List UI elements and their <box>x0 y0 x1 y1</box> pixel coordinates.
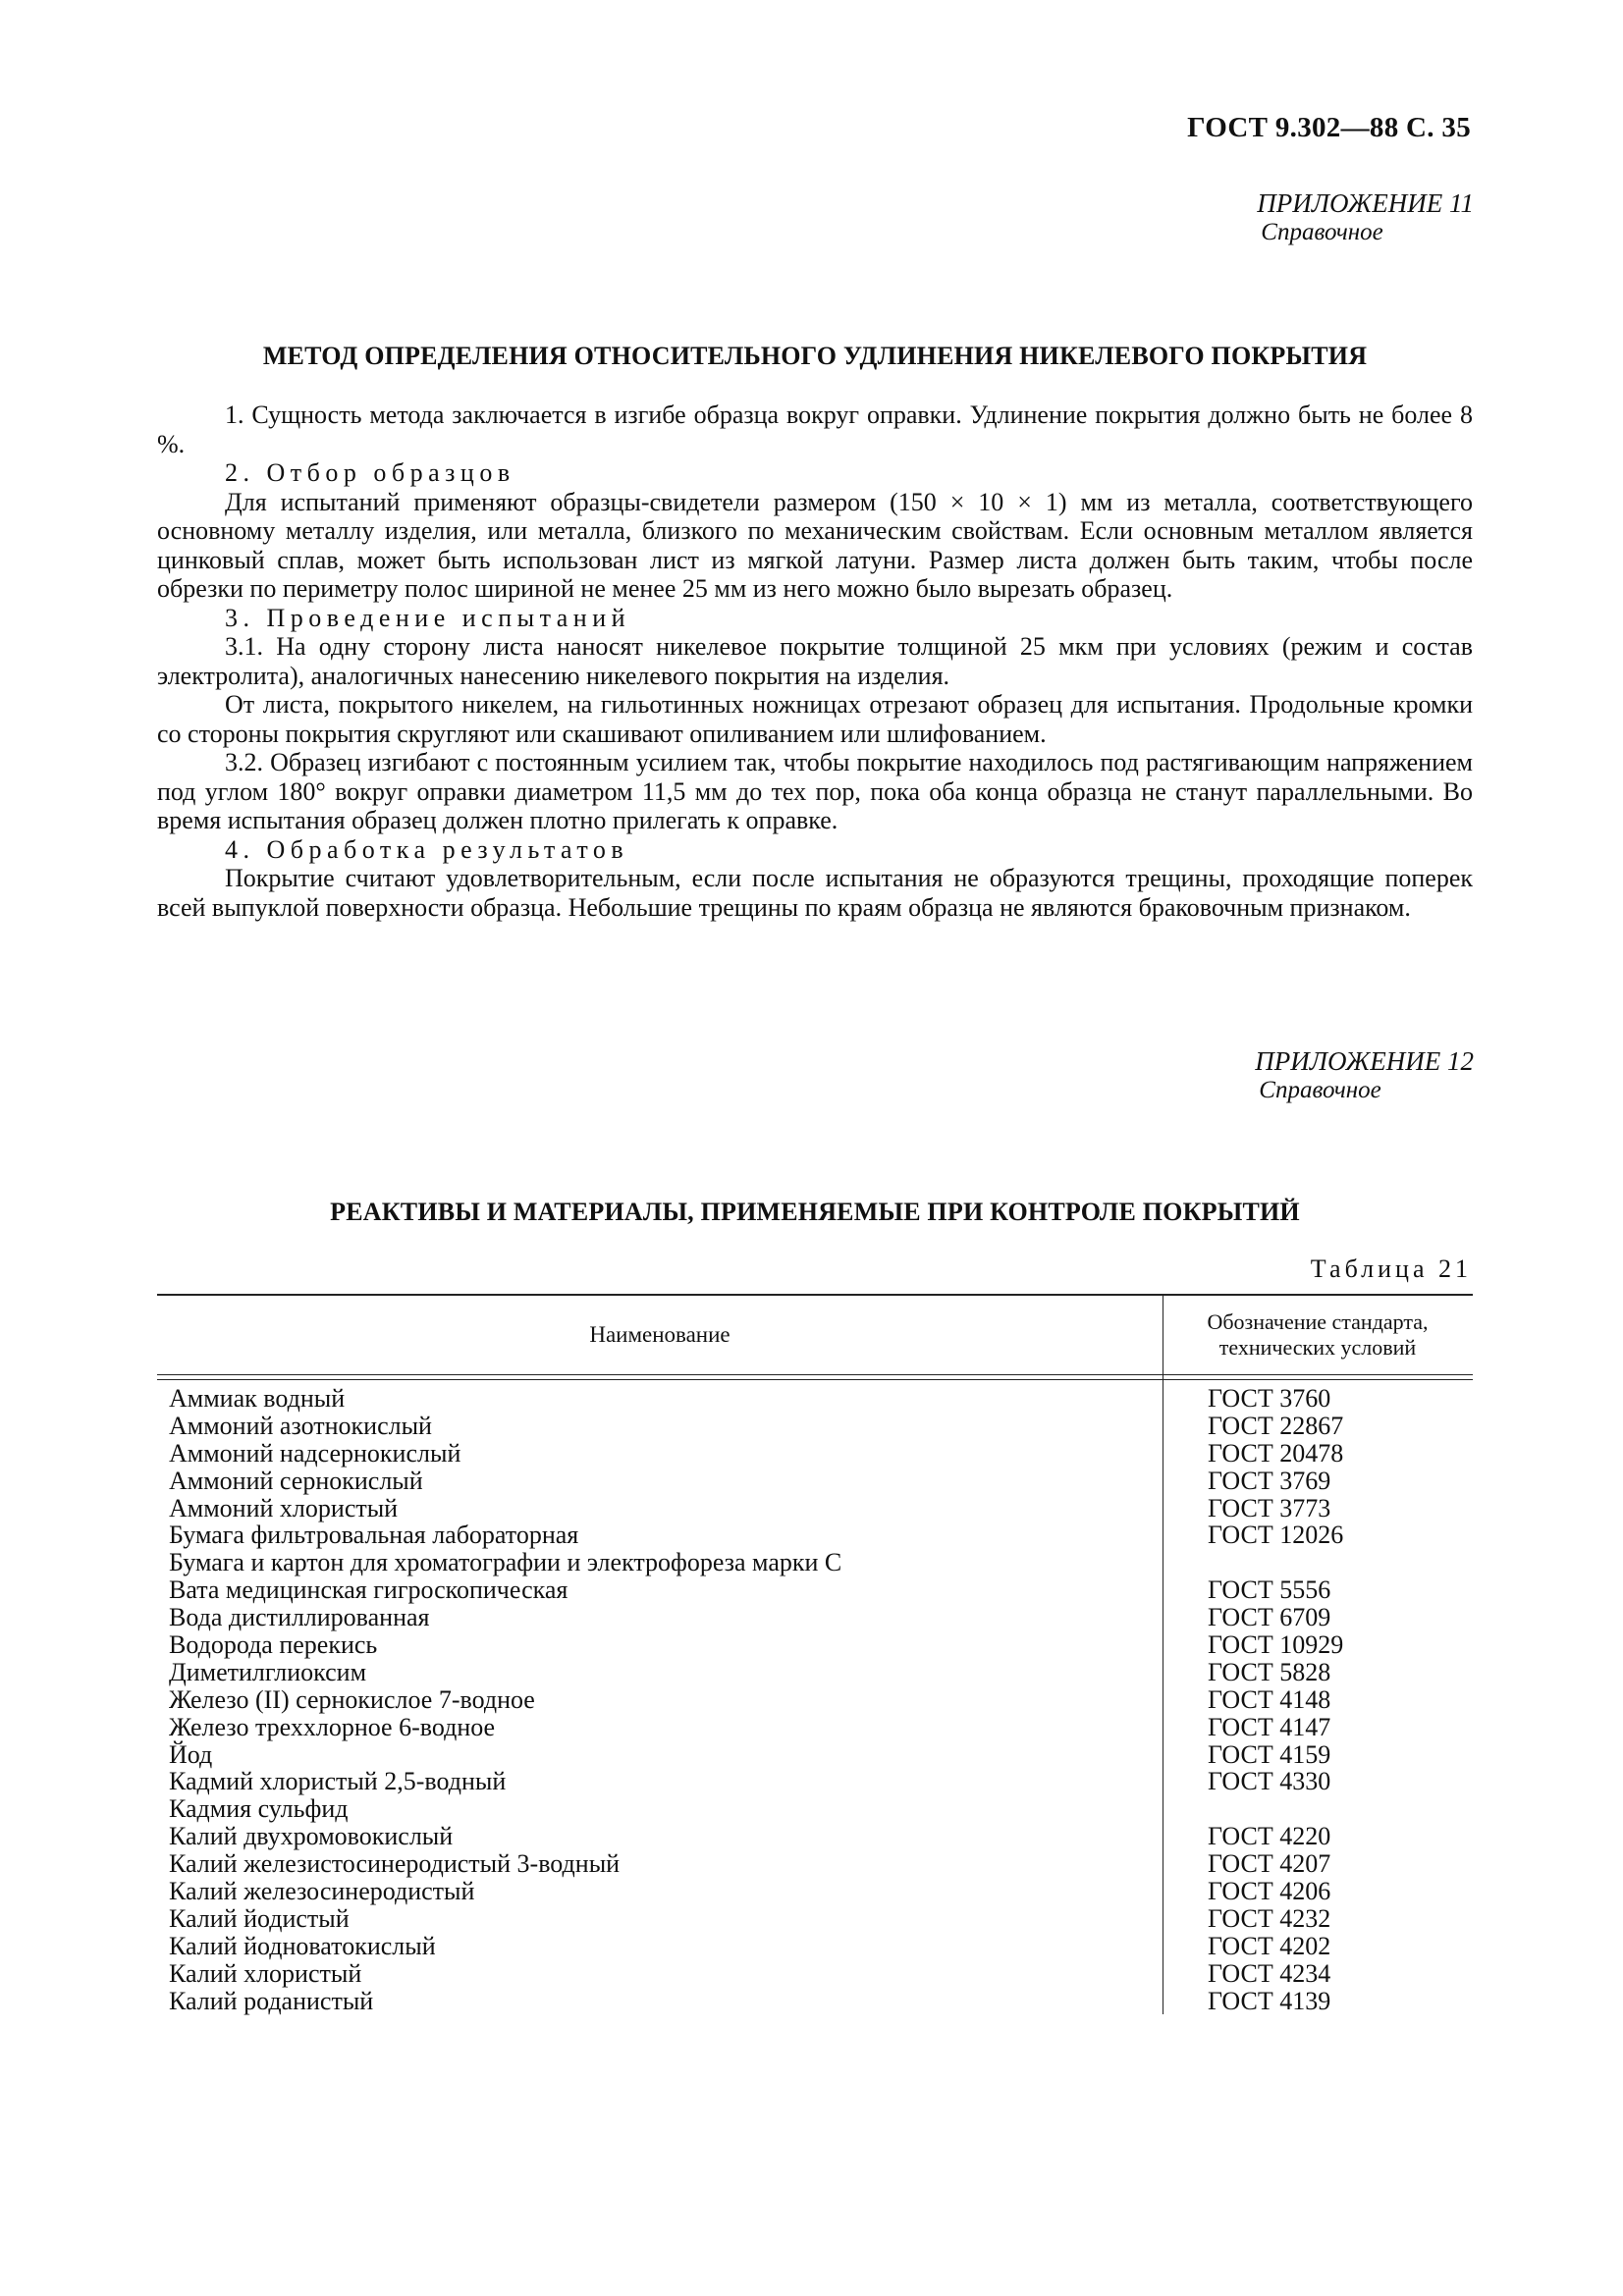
table-header <box>157 1294 1473 1375</box>
row-name: Железо треххлорное 6-водное <box>169 1712 496 1741</box>
row-standard: ГОСТ 12026 <box>1208 1521 1344 1550</box>
row-standard: ГОСТ 10929 <box>1208 1630 1344 1660</box>
row-name: Аммоний азотнокислый <box>169 1411 432 1440</box>
table-body <box>157 1375 1473 2014</box>
table-row <box>157 1686 1473 1714</box>
appendix-11-title: ПРИЛОЖЕНИЕ 11 <box>1257 188 1474 218</box>
page-header: ГОСТ 9.302—88 С. 35 <box>1187 112 1471 143</box>
column-header-standard-line1: Обозначение стандарта, <box>1207 1309 1429 1334</box>
row-name: Калий железистосинеродистый 3-водный <box>169 1849 621 1879</box>
table-row <box>157 1385 1473 1413</box>
row-name: Железо (II) сернокислое 7-водное <box>169 1684 535 1714</box>
table-row <box>157 1468 1473 1495</box>
row-name: Кадмия сульфид <box>169 1794 349 1824</box>
row-standard: ГОСТ 4330 <box>1208 1767 1331 1796</box>
row-name: Аммиак водный <box>169 1384 346 1413</box>
table-row <box>157 1576 1473 1604</box>
row-name: Калий двухромовокислый <box>169 1822 454 1851</box>
paragraph-4: От листа, покрытого никелем, на гильотинных ножницах отрезают образец для испытания. Продольные кромки со стороны покрытия скругляют или скашивают опиливанием или шлифованием. <box>157 690 1473 748</box>
row-standard: ГОСТ 4139 <box>1208 1986 1331 2015</box>
column-header-name: Наименование <box>589 1322 730 1347</box>
row-name: Аммоний хлористый <box>169 1493 399 1522</box>
table-row <box>157 1440 1473 1468</box>
table-row <box>157 1905 1473 1933</box>
subheading-3: 3. Проведение испытаний <box>225 603 631 632</box>
table-row <box>157 1768 1473 1795</box>
appendix-11-type: Справочное <box>1261 219 1383 245</box>
section-1-body <box>157 400 1473 922</box>
table-row <box>157 1659 1473 1686</box>
appendix-12-type: Справочное <box>1259 1077 1381 1103</box>
table-row <box>157 1714 1473 1741</box>
row-standard: ГОСТ 3769 <box>1208 1466 1331 1495</box>
table-row <box>157 1795 1473 1823</box>
row-standard: ГОСТ 4148 <box>1208 1684 1331 1714</box>
paragraph-6: Покрытие считают удовлетворительным, если после испытания не образуются трещины, проходящие поперек всей выпуклой поверхности образца. Небольшие трещины по краям образца не являются браковочным признаком. <box>157 864 1473 922</box>
row-standard: ГОСТ 4234 <box>1208 1958 1331 1988</box>
row-name: Вода дистиллированная <box>169 1603 430 1632</box>
row-standard: ГОСТ 4207 <box>1208 1849 1331 1879</box>
table-caption: Таблица 21 <box>1310 1255 1472 1283</box>
row-name: Калий хлористый <box>169 1958 362 1988</box>
subheading-4: 4. Обработка результатов <box>225 834 629 864</box>
row-name: Калий йодноватокислый <box>169 1931 436 1960</box>
row-name: Йод <box>169 1739 213 1769</box>
paragraph-5: 3.2. Образец изгибают с постоянным усилием так, чтобы покрытие находилось под растягивающим напряжением под углом 180° вокруг оправки диаметром 11,5 мм до тех пор, пока оба конца образца не станут параллельными. Во время испытания образец должен плотно прилегать к оправке. <box>157 748 1473 834</box>
column-header-standard-line2: технических условий <box>1218 1335 1417 1360</box>
table-row <box>157 1522 1473 1549</box>
table-row <box>157 1933 1473 1960</box>
row-name: Вата медицинская гигроскопическая <box>169 1575 568 1605</box>
row-standard: ГОСТ 4206 <box>1208 1877 1331 1906</box>
paragraph-1: 1. Сущность метода заключается в изгибе образца вокруг оправки. Удлинение покрытия должно быть не более 8 %. <box>157 400 1473 458</box>
appendix-12-title: ПРИЛОЖЕНИЕ 12 <box>1255 1046 1474 1076</box>
row-standard: ГОСТ 6709 <box>1208 1603 1331 1632</box>
column-header-standard <box>1163 1296 1473 1374</box>
row-standard: ГОСТ 3760 <box>1208 1384 1331 1413</box>
table-row <box>157 1988 1473 2015</box>
paragraph-3: 3.1. На одну сторону листа наносят никелевое покрытие толщиной 25 мкм при условиях (режим и состав электролита), аналогичных нанесению никелевого покрытия на изделия. <box>157 632 1473 690</box>
row-standard: ГОСТ 5828 <box>1208 1657 1331 1686</box>
row-name: Кадмий хлористый 2,5-водный <box>169 1767 507 1796</box>
section-1-title: МЕТОД ОПРЕДЕЛЕНИЯ ОТНОСИТЕЛЬНОГО УДЛИНЕНИЯ НИКЕЛЕВОГО ПОКРЫТИЯ <box>262 342 1368 370</box>
row-standard: ГОСТ 4202 <box>1208 1931 1331 1960</box>
table-row <box>157 1549 1473 1576</box>
row-name: Калий роданистый <box>169 1986 374 2015</box>
row-name: Бумага фильтровальная лабораторная <box>169 1521 579 1550</box>
row-standard: ГОСТ 4159 <box>1208 1739 1331 1769</box>
row-standard: ГОСТ 4147 <box>1208 1712 1331 1741</box>
row-standard: ГОСТ 20478 <box>1208 1438 1344 1468</box>
row-standard: ГОСТ 5556 <box>1208 1575 1331 1605</box>
row-standard: ГОСТ 4232 <box>1208 1903 1331 1933</box>
table-row <box>157 1850 1473 1878</box>
table-row <box>157 1413 1473 1440</box>
row-name: Калий йодистый <box>169 1903 350 1933</box>
row-name: Аммоний надсернокислый <box>169 1438 461 1468</box>
table-row <box>157 1631 1473 1659</box>
row-standard: ГОСТ 3773 <box>1208 1493 1331 1522</box>
row-standard: ГОСТ 4220 <box>1208 1822 1331 1851</box>
appendix-11-label <box>1257 188 1474 247</box>
subheading-2: 2. Отбор образцов <box>225 458 515 487</box>
row-name: Калий железосинеродистый <box>169 1877 475 1906</box>
table-row <box>157 1741 1473 1769</box>
row-name: Водорода перекись <box>169 1630 378 1660</box>
appendix-12-label <box>1255 1046 1474 1105</box>
reagents-table <box>157 1294 1473 2014</box>
row-name: Диметилглиоксим <box>169 1657 367 1686</box>
table-row <box>157 1495 1473 1522</box>
row-standard: ГОСТ 22867 <box>1208 1411 1344 1440</box>
table-row <box>157 1604 1473 1631</box>
paragraph-2: Для испытаний применяют образцы-свидетели размером (150 × 10 × 1) мм из металла, соответствующего основному металлу изделия, или металла, близкого по механическим свойствам. Если основным металлом является цинковый сплав, может быть использован лист из мягкой латуни. Размер листа должен быть таким, чтобы после обрезки по периметру полос шириной не менее 25 мм из него можно было вырезать образец. <box>157 487 1473 603</box>
section-2-title: РЕАКТИВЫ И МАТЕРИАЛЫ, ПРИМЕНЯЕМЫЕ ПРИ КОНТРОЛЕ ПОКРЫТИЙ <box>330 1198 1300 1226</box>
row-name: Бумага и картон для хроматографии и электрофореза марки С <box>169 1548 842 1577</box>
table-row <box>157 1823 1473 1850</box>
row-name: Аммоний сернокислый <box>169 1466 423 1495</box>
table-row <box>157 1960 1473 1988</box>
table-row <box>157 1878 1473 1905</box>
